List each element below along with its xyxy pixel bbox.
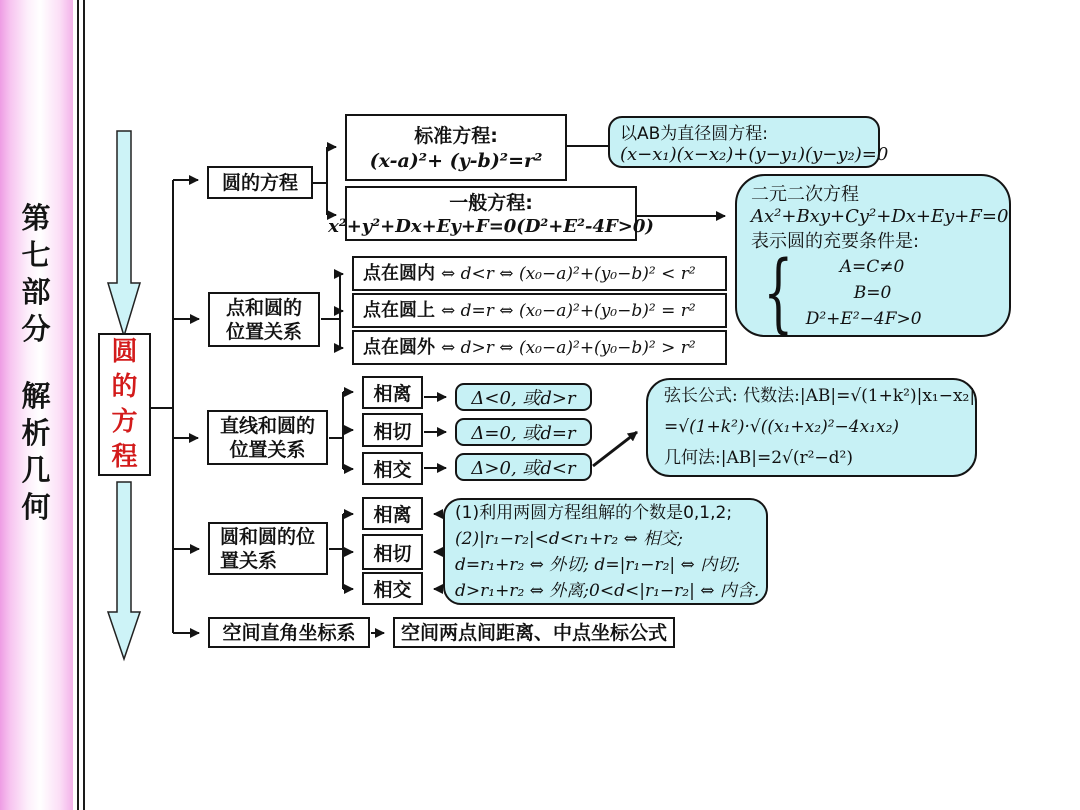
condition-3: D²+E²−4F>0 — [805, 309, 922, 329]
general-equation-formula: x²+y²+Dx+Ey+F=0(D²+E²-4F>0) — [328, 215, 654, 237]
case-label: 相切 — [373, 542, 412, 565]
binary-equation: Ax²+Bxy+Cy²+Dx+Ey+F=0 — [751, 206, 1009, 227]
node-label-line1: 直线和圆的 — [219, 414, 315, 437]
case-label: 相切 — [373, 420, 412, 443]
section-title-subject: 解析几何 — [21, 379, 51, 524]
flow-arrow-bottom — [108, 482, 140, 659]
row-label: 点在圆上 — [363, 299, 435, 321]
case-label: 相离 — [373, 383, 412, 405]
case-circles-separate — [362, 497, 423, 530]
row-formula: ⇔ d>r ⇔ (x₀−a)²+(y₀−b)² > r² — [441, 337, 696, 358]
node-label: 空间两点间距离、中点坐标公式 — [400, 621, 667, 644]
node-label: 空间直角坐标系 — [222, 621, 356, 644]
binary-intro: 二元二次方程 — [751, 184, 859, 205]
case-label: 相交 — [373, 459, 412, 481]
node-circle-equation — [207, 166, 313, 199]
case-line-tangent — [362, 413, 423, 447]
callout-diameter-equation — [608, 116, 889, 168]
pair-line-4: d>r₁+r₂ ⇔ 外离;0<d<|r₁−r₂| ⇔ 内含. — [455, 580, 760, 601]
pill-delta-intersect: Δ>0, 或d<r — [455, 453, 592, 481]
callout-two-circles — [443, 498, 768, 605]
case-line-separate — [362, 376, 423, 409]
node-space-formulas — [393, 617, 675, 648]
row-point-on — [352, 293, 727, 328]
pair-line-2: (2)|r₁−r₂|<d<r₁+r₂ ⇔ 相交; — [455, 528, 683, 549]
case-circles-intersect — [362, 572, 423, 605]
frame-rule-inner — [83, 0, 85, 810]
system-brace: { — [763, 243, 794, 343]
node-point-circle — [208, 292, 320, 347]
row-formula: ⇔ d<r ⇔ (x₀−a)²+(y₀−b)² < r² — [441, 263, 696, 284]
row-label: 点在圆内 — [363, 262, 435, 284]
pair-line-3: d=r₁+r₂ ⇔ 外切; d=|r₁−r₂| ⇔ 内切; — [455, 554, 740, 575]
pill-delta-tangent: Δ=0, 或d=r — [455, 418, 592, 446]
callout-chord-length — [646, 378, 977, 477]
flow-arrow-top — [108, 131, 140, 336]
section-title-part: 第七部分 — [21, 201, 51, 346]
node-label-line2: 位置关系 — [225, 320, 302, 343]
case-circles-tangent — [362, 534, 423, 570]
condition-2: B=0 — [853, 283, 892, 303]
node-space-coordinates — [208, 617, 370, 648]
node-label-line2: 置关系 — [220, 549, 278, 572]
row-point-outside — [352, 330, 727, 365]
frame-rule-outer — [77, 0, 79, 810]
standard-equation-formula: (x-a)²+ (y-b)²=r² — [369, 149, 543, 172]
node-circle-circle — [208, 522, 328, 575]
node-general-equation — [328, 186, 654, 241]
chord-line-2: =√(1+k²)·√((x₁+x₂)²−4x₁x₂) — [664, 417, 900, 437]
case-label: 相交 — [373, 579, 412, 601]
diameter-formula: (x−x₁)(x−x₂)+(y−y₁)(y−y₂)=0 — [620, 144, 889, 165]
node-label-line1: 点和圆的 — [225, 296, 302, 319]
case-label: 相离 — [373, 504, 412, 526]
callout-binary-quadratic — [735, 174, 1011, 343]
row-label: 点在圆外 — [363, 336, 435, 358]
binary-condition-system — [751, 243, 922, 343]
chord-line-1: 弦长公式: 代数法:|AB|=√(1+k²)|x₁−x₂| — [664, 386, 976, 406]
general-equation-title: 一般方程: — [449, 191, 533, 214]
node-standard-equation — [345, 114, 567, 181]
pair-line-1: (1)利用两圆方程组解的个数是0,1,2; — [455, 502, 733, 523]
diameter-title: 以AB为直径圆方程: — [620, 124, 769, 144]
case-line-intersect — [362, 452, 423, 485]
node-label: 圆的方程 — [221, 171, 298, 194]
node-label-line2: 位置关系 — [229, 438, 306, 461]
node-circle-equation-root — [98, 333, 151, 476]
pill-delta-separate: Δ<0, 或d>r — [455, 383, 592, 411]
chord-line-3: 几何法:|AB|=2√(r²−d²) — [664, 448, 853, 468]
node-label-line1: 圆和圆的位 — [220, 525, 316, 548]
node-line-circle — [207, 410, 328, 465]
row-point-inside — [352, 256, 727, 291]
root-label: 圆的方程 — [111, 336, 138, 472]
row-formula: ⇔ d=r ⇔ (x₀−a)²+(y₀−b)² = r² — [441, 300, 696, 321]
standard-equation-title: 标准方程: — [414, 124, 498, 147]
condition-1: A=C≠0 — [839, 257, 905, 277]
binary-condition-intro: 表示圆的充要条件是: — [751, 231, 920, 252]
